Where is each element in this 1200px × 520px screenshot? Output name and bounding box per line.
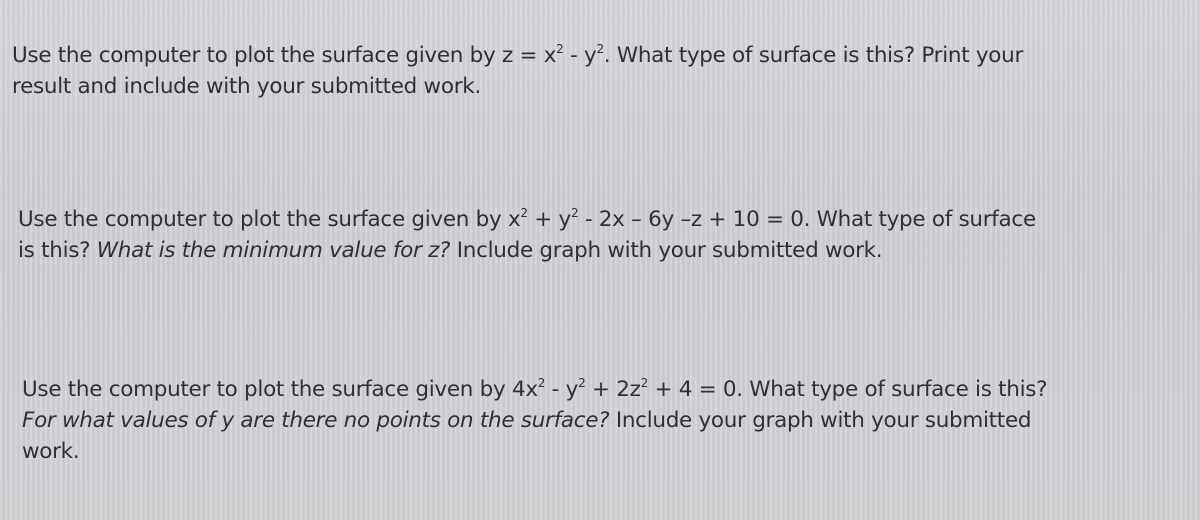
text-segment: Use the computer to plot the surface given by 4x [22,377,538,402]
problem-3 [22,374,1172,467]
text-segment: + 2z [585,377,641,402]
superscript: 2 [556,42,564,56]
text-segment: Use the computer to plot the surface given by z = x [12,43,557,68]
text-segment: - y [563,43,597,68]
text-segment: . What type of surface is this? Print your [603,43,1024,68]
text-segment: + y [527,207,571,232]
text-segment: - y [545,377,579,402]
text-segment: - 2x – 6y –z + 10 = 0. What type of surface [578,207,1036,232]
superscript: 2 [640,376,648,390]
text-segment: + 4 = 0. What type of surface is this? [647,377,1048,402]
problem-3-line-3: work. [22,439,80,464]
text-segment: is this? [18,238,97,263]
text-segment: Use the computer to plot the surface given by x [18,207,521,232]
problem-1-line-2: result and include with your submitted work. [12,74,481,99]
text-segment: Include graph with your submitted work. [450,238,883,263]
problem-1-line-1 [12,40,1162,71]
problem-2 [18,204,1168,266]
problem-2-line-2 [18,235,1168,266]
problem-3-line-1 [22,374,1172,405]
italic-question: What is the minimum value for z? [96,238,451,263]
superscript: 2 [537,376,546,390]
problem-2-line-1 [18,204,1168,235]
text-segment: Include your graph with your submitted [609,408,1032,433]
superscript: 2 [520,206,528,220]
italic-question: For what values of y are there no points on the surface? [22,408,610,433]
superscript: 2 [578,376,586,390]
problem-1 [12,40,1162,102]
problem-3-line-2 [22,405,1172,436]
superscript: 2 [570,206,579,220]
superscript: 2 [596,42,604,56]
